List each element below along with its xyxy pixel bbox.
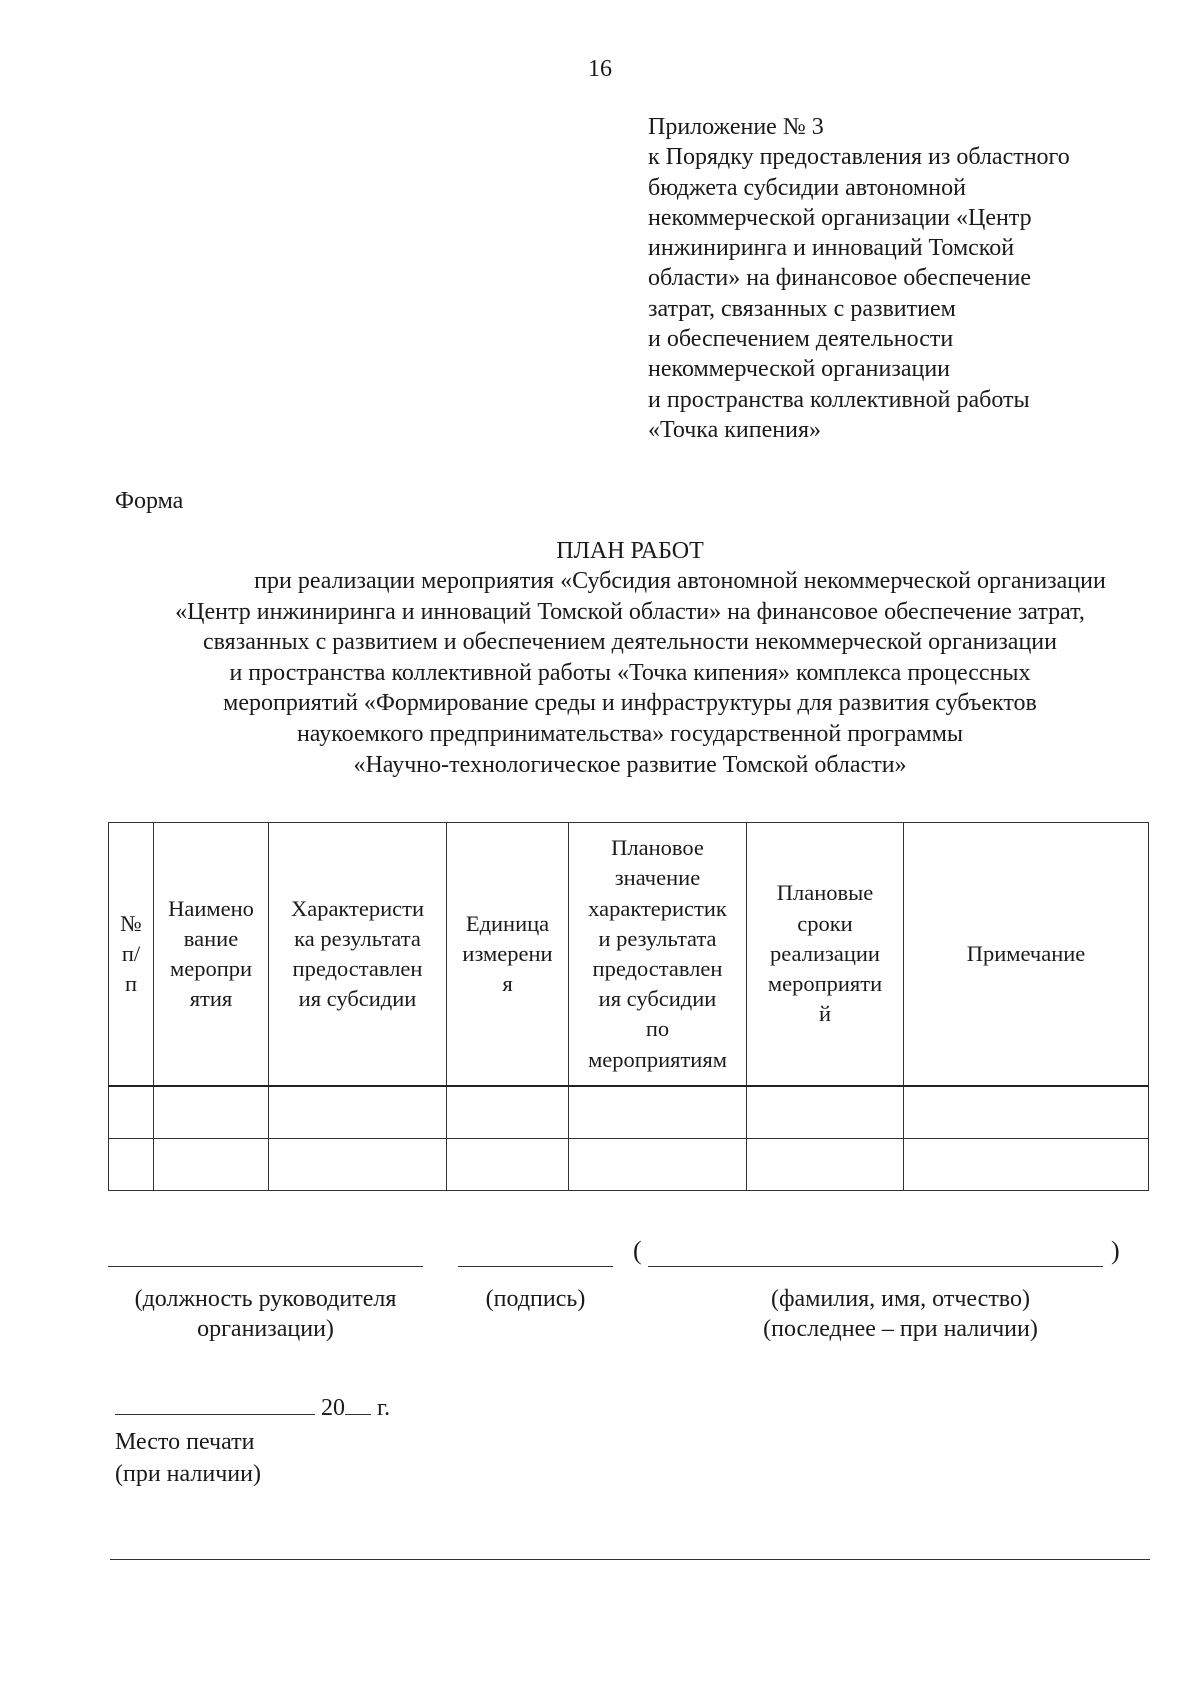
signature-line[interactable] bbox=[458, 1266, 613, 1267]
header-text: характеристик bbox=[588, 895, 727, 921]
header-text: й bbox=[818, 1001, 832, 1027]
header-text: ия субсидии bbox=[598, 986, 717, 1012]
appendix-line: Приложение № 3 bbox=[648, 114, 824, 140]
subtitle-line: «Научно-технологическое развитие Томской области» bbox=[353, 751, 907, 778]
appendix-header bbox=[648, 112, 1168, 445]
header-text: значение bbox=[614, 865, 701, 891]
header-text: ятия bbox=[189, 986, 233, 1012]
position-signature-line[interactable] bbox=[108, 1266, 423, 1267]
caption-line: (подпись) bbox=[485, 1286, 586, 1312]
table-cell[interactable] bbox=[154, 1139, 269, 1191]
appendix-line: области» на финансовое обеспечение bbox=[648, 265, 1031, 292]
table-cell[interactable] bbox=[747, 1086, 904, 1139]
appendix-line: некоммерческой организации «Центр bbox=[648, 204, 1032, 231]
stamp-line: (при наличии) bbox=[115, 1461, 261, 1487]
header-text: я bbox=[502, 971, 513, 997]
year-blank-field[interactable] bbox=[345, 1394, 371, 1415]
table-header-row bbox=[109, 823, 1149, 1087]
appendix-line: и обеспечением деятельности bbox=[648, 326, 954, 353]
full-name-caption bbox=[698, 1284, 1103, 1344]
table-row bbox=[109, 1086, 1149, 1139]
header-text: № bbox=[120, 910, 142, 936]
bottom-divider bbox=[110, 1559, 1150, 1560]
subtitle-line: связанных с развитием и обеспечением деятельности некоммерческой организации bbox=[203, 629, 1057, 656]
position-caption bbox=[108, 1284, 423, 1344]
document-subtitle bbox=[60, 566, 1200, 780]
date-line bbox=[115, 1394, 390, 1422]
header-text: вание bbox=[183, 925, 239, 951]
header-planned-value bbox=[569, 823, 747, 1087]
year-prefix: 20 bbox=[321, 1395, 345, 1421]
document-title: ПЛАН РАБОТ bbox=[556, 538, 704, 564]
plan-table bbox=[108, 822, 1149, 1191]
appendix-line: «Точка кипения» bbox=[648, 416, 821, 443]
header-note bbox=[904, 823, 1149, 1087]
appendix-line: некоммерческой организации bbox=[648, 356, 951, 383]
caption-line: (должность руководителя bbox=[134, 1286, 397, 1312]
subtitle-line: при реализации мероприятия «Субсидия автономной некоммерческой организации bbox=[254, 568, 1106, 594]
stamp-place bbox=[115, 1426, 261, 1490]
subtitle-line: и пространства коллективной работы «Точка кипения» комплекса процессных bbox=[229, 659, 1031, 686]
table-cell[interactable] bbox=[447, 1086, 569, 1139]
table-cell[interactable] bbox=[904, 1139, 1149, 1191]
appendix-line: затрат, связанных с развитием bbox=[648, 295, 956, 322]
year-suffix: г. bbox=[377, 1395, 391, 1421]
table-cell[interactable] bbox=[269, 1139, 447, 1191]
date-blank-field[interactable] bbox=[115, 1394, 315, 1415]
table-cell[interactable] bbox=[269, 1086, 447, 1139]
header-text: Примечание bbox=[966, 940, 1086, 966]
header-text: и результата bbox=[598, 925, 717, 951]
subtitle-line: «Центр инжиниринга и инноваций Томской области» на финансовое обеспечение затрат, bbox=[175, 598, 1085, 625]
subtitle-line: мероприятий «Формирование среды и инфраструктуры для развития субъектов bbox=[223, 690, 1037, 717]
header-text: Наимено bbox=[168, 895, 254, 921]
header-text: измерени bbox=[462, 940, 553, 966]
header-number bbox=[109, 823, 154, 1087]
header-text: ка результата bbox=[294, 925, 421, 951]
header-text: мероприятиям bbox=[588, 1046, 727, 1072]
open-parenthesis: ( bbox=[633, 1236, 642, 1265]
caption-line: организации) bbox=[197, 1316, 334, 1342]
full-name-signature-line[interactable] bbox=[648, 1266, 1103, 1267]
stamp-line: Место печати bbox=[115, 1429, 255, 1455]
table-cell[interactable] bbox=[447, 1139, 569, 1191]
header-text: реализации bbox=[770, 940, 880, 966]
header-text: Единица bbox=[465, 910, 550, 936]
header-result-characteristic bbox=[269, 823, 447, 1087]
appendix-line: к Порядку предоставления из областного bbox=[648, 144, 1070, 171]
header-text: Плановые bbox=[776, 880, 874, 906]
page-number: 16 bbox=[588, 56, 612, 82]
header-text: Характеристи bbox=[290, 895, 425, 921]
appendix-line: инжиниринга и инноваций Томской bbox=[648, 235, 1015, 262]
header-text: сроки bbox=[797, 910, 853, 936]
table-cell[interactable] bbox=[904, 1086, 1149, 1139]
table-cell[interactable] bbox=[569, 1139, 747, 1191]
header-text: меропри bbox=[169, 956, 253, 981]
table-row bbox=[109, 1139, 1149, 1191]
appendix-line: бюджета субсидии автономной bbox=[648, 174, 966, 201]
header-text: по bbox=[645, 1016, 670, 1042]
header-text: предоставлен bbox=[292, 956, 423, 981]
signature-caption bbox=[458, 1284, 613, 1314]
close-parenthesis: ) bbox=[1111, 1236, 1120, 1265]
appendix-line: и пространства коллективной работы bbox=[648, 386, 1030, 413]
header-text: ия субсидии bbox=[298, 986, 417, 1012]
header-text: п bbox=[124, 971, 138, 997]
form-label: Форма bbox=[115, 488, 184, 514]
subtitle-line: наукоемкого предпринимательства» государственной программы bbox=[296, 720, 964, 747]
caption-line: (последнее – при наличии) bbox=[763, 1316, 1038, 1342]
header-text: предоставлен bbox=[592, 956, 723, 981]
table-cell[interactable] bbox=[154, 1086, 269, 1139]
table-cell[interactable] bbox=[569, 1086, 747, 1139]
caption-line: (фамилия, имя, отчество) bbox=[771, 1286, 1030, 1312]
table-cell[interactable] bbox=[747, 1139, 904, 1191]
table-cell[interactable] bbox=[109, 1086, 154, 1139]
header-activity-name bbox=[154, 823, 269, 1087]
header-text: мероприяти bbox=[767, 971, 883, 997]
header-text: п/ bbox=[121, 940, 141, 966]
header-text: Плановое bbox=[611, 835, 704, 861]
header-unit bbox=[447, 823, 569, 1087]
header-planned-dates bbox=[747, 823, 904, 1087]
table-cell[interactable] bbox=[109, 1139, 154, 1191]
